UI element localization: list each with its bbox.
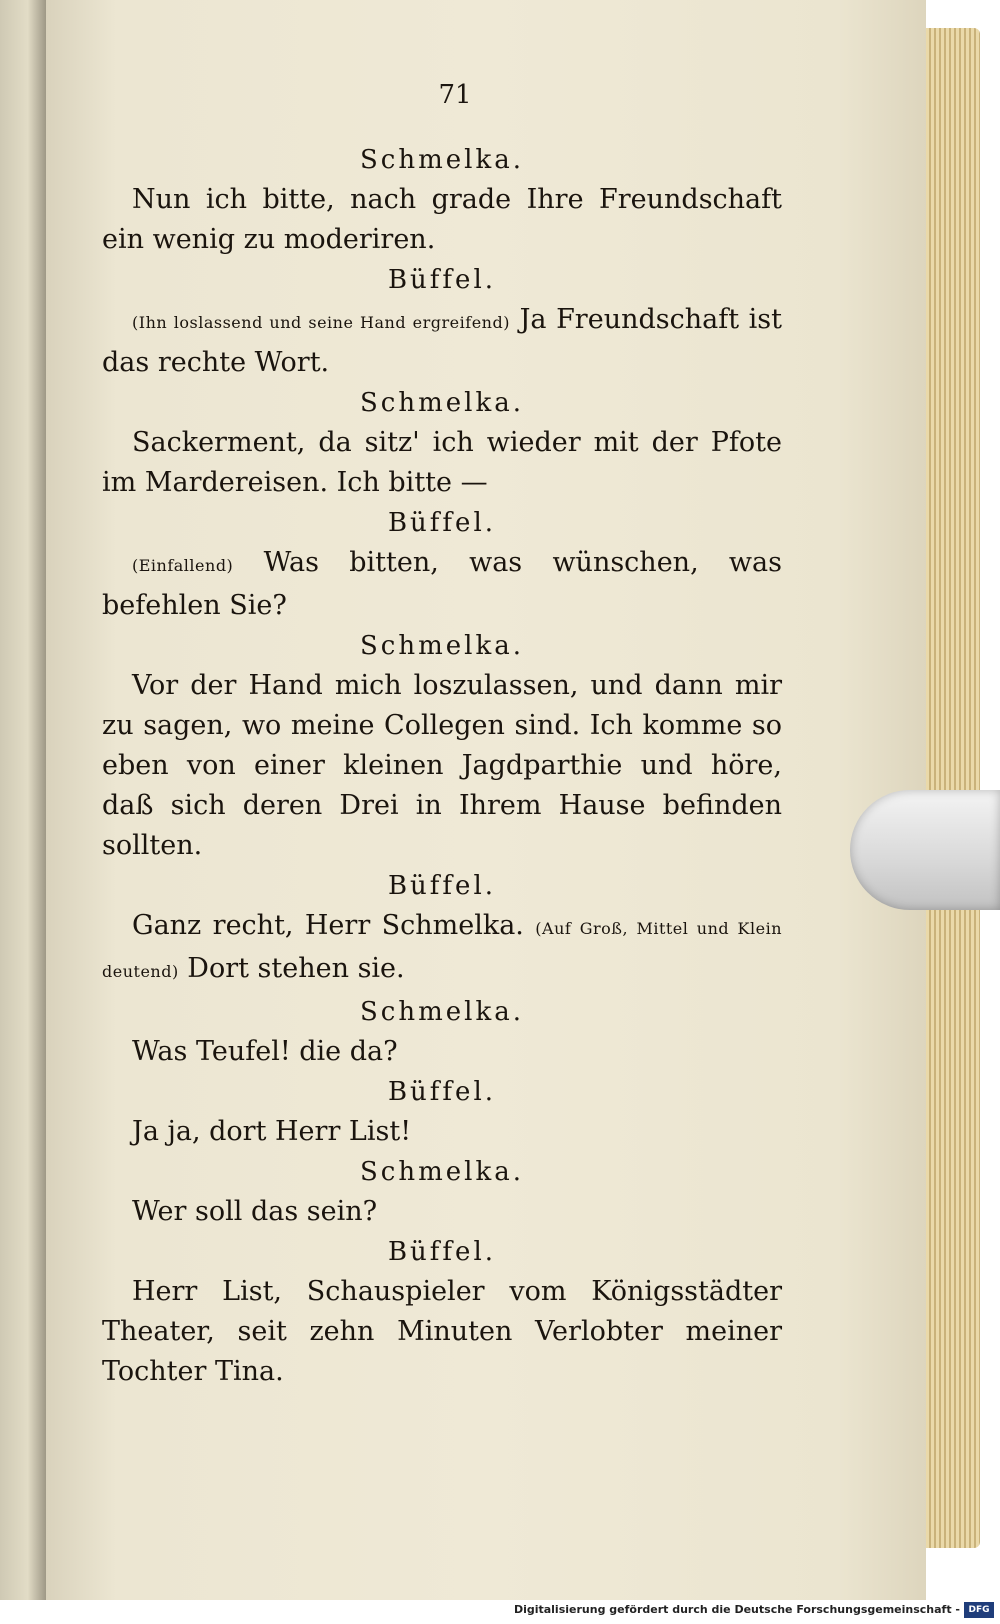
dialogue-text: Herr List, Schauspieler vom Königsstädter Theater, seit zehn Minuten Verlobter meiner Tochter Tina. [102, 1276, 782, 1387]
speaker-name: Büffel. [387, 1077, 497, 1107]
dialogue-line [102, 1272, 782, 1392]
stage-direction: (Ihn loslassend und seine Hand ergreifend) [132, 313, 510, 332]
dialogue-line [102, 1032, 782, 1072]
stage-direction: (Einfallend) [132, 556, 234, 575]
dfg-logo: DFG [964, 1602, 994, 1618]
dialogue-line [102, 1112, 782, 1152]
speaker-name: Schmelka. [360, 145, 524, 175]
stage-direction: (Auf Groß, Mittel und Klein deutend) [102, 919, 782, 981]
dialogue-text: Wer soll das sein? [132, 1196, 378, 1227]
dialogue-text: Ja ja, dort Herr List! [132, 1116, 412, 1147]
dialogue-line [102, 423, 782, 503]
dialogue-line [102, 906, 782, 992]
speaker-name: Büffel. [387, 508, 497, 538]
speaker-name: Schmelka. [360, 997, 524, 1027]
dialogue-line [102, 180, 782, 260]
dialogue-line [102, 300, 782, 383]
speaker-name: Schmelka. [360, 1157, 524, 1187]
dialogue-line [102, 666, 782, 866]
page-number: 71 [438, 80, 472, 110]
speaker-name: Büffel. [387, 871, 497, 901]
book-left-page-edge [0, 0, 46, 1600]
dialogue-text: Vor der Hand mich loszulassen, und dann mir zu sagen, wo meine Collegen sind. Ich komme so eben von einer kleinen Jagdparthie und höre, daß sich deren Drei in Ihrem Hause befinden sollten. [102, 670, 782, 861]
dialogue-text: Was Teufel! die da? [132, 1036, 398, 1067]
dialogue-line [102, 543, 782, 626]
dialogue-text: Ganz recht, Herr Schmelka. [132, 910, 524, 941]
book-page-edges [926, 28, 980, 1548]
speaker-name: Schmelka. [360, 631, 524, 661]
speaker-name: Büffel. [387, 265, 497, 295]
speaker-name: Schmelka. [360, 388, 524, 418]
page-text [102, 140, 782, 1392]
dialogue-text: Was bitten, was wünschen, was befehlen Sie? [102, 547, 782, 621]
funding-notice: Digitalisierung gefördert durch die Deutsche Forschungsgemeinschaft - [513, 1603, 960, 1616]
dialogue-text: Ja Freundschaft ist das rechte Wort. [102, 304, 783, 378]
dialogue-text: Dort stehen sie. [187, 953, 405, 984]
footer-bar [0, 1600, 1000, 1624]
dialogue-text: Sackerment, da sitz' ich wieder mit der Pfote im Mardereisen. Ich bitte — [102, 427, 782, 498]
dialogue-text: Nun ich bitte, nach grade Ihre Freundschaft ein wenig zu moderiren. [102, 184, 782, 255]
page-holder-clip [850, 790, 1000, 910]
speaker-name: Büffel. [387, 1237, 497, 1267]
dialogue-line [102, 1192, 782, 1232]
